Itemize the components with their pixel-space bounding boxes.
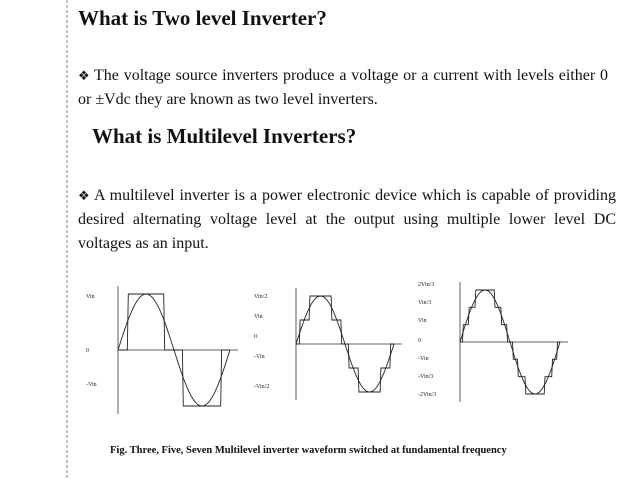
waveform-diagram	[78, 272, 610, 436]
level-label: Vin/3	[418, 300, 432, 306]
level-label: 2Vin/3	[418, 282, 435, 288]
paragraph-multilevel	[78, 184, 616, 256]
level-label: 0	[254, 334, 257, 340]
level-label: -Vin	[86, 382, 97, 388]
level-label: -Vin/3	[418, 374, 434, 380]
paragraph-two-level	[78, 64, 608, 112]
waveform-figure	[78, 272, 610, 436]
paragraph-two-level-text: The voltage source inverters produce a voltage or a current with levels either 0 or ±Vdc they are known as two level inverters.	[78, 67, 608, 108]
level-label: -2Vin/3	[418, 392, 437, 398]
level-label: -Vin/2	[254, 384, 270, 390]
diamond-bullet-icon: ❖	[78, 188, 90, 203]
level-label: Vin	[254, 314, 263, 320]
level-label: Vin	[418, 318, 427, 324]
level-label: 0	[418, 338, 421, 344]
heading-multilevel-inverters: What is Multilevel Inverters?	[92, 124, 357, 148]
level-label: 0	[86, 348, 89, 354]
level-label: -Vin	[418, 356, 429, 362]
left-border-rule	[66, 0, 68, 479]
figure-caption: Fig. Three, Five, Seven Multilevel inverter waveform switched at fundamental frequency	[110, 445, 507, 456]
paragraph-multilevel-text: A multilevel inverter is a power electronic device which is capable of providing desired alternating voltage level at the output using multiple lower level DC voltages as an input.	[78, 187, 616, 252]
heading-two-level-inverter: What is Two level Inverter?	[78, 6, 327, 30]
level-label: -Vin	[254, 354, 265, 360]
level-label: Vin/2	[254, 294, 268, 300]
diamond-bullet-icon: ❖	[78, 68, 90, 83]
level-label: Vin	[86, 294, 95, 300]
